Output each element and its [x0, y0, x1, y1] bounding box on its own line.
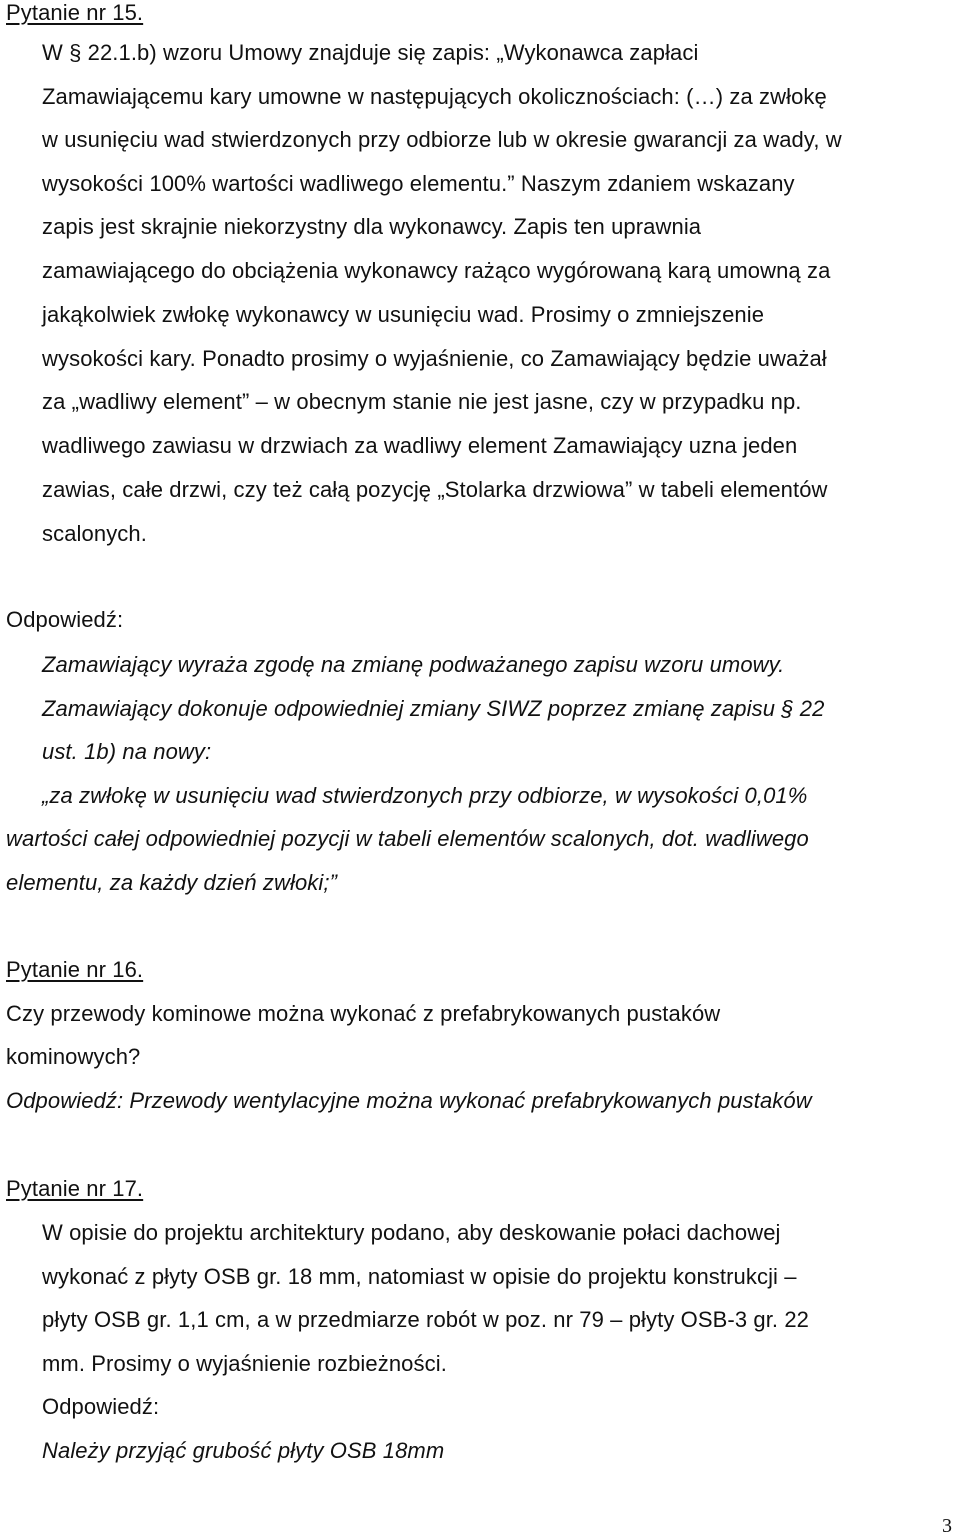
question-15-text-line: wysokości kary. Ponadto prosimy o wyjaśnienie, co Zamawiający będzie uważał	[42, 346, 827, 371]
question-15-answer-label: Odpowiedź:	[6, 607, 124, 632]
question-17-text-line: W opisie do projektu architektury podano, aby deskowanie połaci dachowej	[42, 1220, 781, 1245]
question-17-answer-label: Odpowiedź:	[42, 1394, 160, 1419]
question-15-text-line: wadliwego zawiasu w drzwiach za wadliwy element Zamawiający uzna jeden	[42, 433, 798, 458]
question-15-text-line: scalonych.	[42, 521, 147, 546]
question-16-text-line: kominowych?	[6, 1044, 141, 1069]
question-15-text-line: za „wadliwy element” – w obecnym stanie nie jest jasne, czy w przypadku np.	[42, 389, 802, 414]
new-clause-line: „za zwłokę w usunięciu wad stwierdzonych przy odbiorze, w wysokości 0,01%	[42, 783, 808, 808]
question-17-heading: Pytanie nr 17.	[6, 1176, 144, 1201]
question-17-text-line: mm. Prosimy o wyjaśnienie rozbieżności.	[42, 1351, 447, 1376]
question-15-text-line: zapis jest skrajnie niekorzystny dla wykonawcy. Zapis ten uprawnia	[42, 214, 702, 239]
new-clause-line: wartości całej odpowiedniej pozycji w tabeli elementów scalonych, dot. wadliwego	[6, 826, 809, 851]
question-15-answer-line: Zamawiający dokonuje odpowiedniej zmiany SIWZ poprzez zmianę zapisu § 22	[42, 696, 825, 721]
question-15-heading: Pytanie nr 15.	[6, 0, 144, 25]
question-17-answer: Należy przyjąć grubość płyty OSB 18mm	[42, 1438, 445, 1463]
question-17-text-line: wykonać z płyty OSB gr. 18 mm, natomiast w opisie do projektu konstrukcji –	[42, 1264, 797, 1289]
question-15-text-line: wysokości 100% wartości wadliwego elementu.” Naszym zdaniem wskazany	[42, 171, 795, 196]
question-15-answer-line: ust. 1b) na nowy:	[42, 739, 212, 764]
question-15-answer-line: Zamawiający wyraża zgodę na zmianę podważanego zapisu wzoru umowy.	[42, 652, 785, 677]
question-17-text-line: płyty OSB gr. 1,1 cm, a w przedmiarze robót w poz. nr 79 – płyty OSB-3 gr. 22	[42, 1307, 810, 1332]
question-16-text-line: Czy przewody kominowe można wykonać z prefabrykowanych pustaków	[6, 1001, 721, 1026]
question-15-text-line: zamawiającego do obciążenia wykonawcy rażąco wygórowaną karą umowną za	[42, 258, 831, 283]
question-16-answer: Odpowiedź: Przewody wentylacyjne można wykonać prefabrykowanych pustaków	[6, 1088, 812, 1113]
question-15-text-line: zawias, całe drzwi, czy też całą pozycję „Stolarka drzwiowa” w tabeli elementów	[42, 477, 828, 502]
page-number: 3	[942, 1515, 952, 1537]
question-15-text-line: jakąkolwiek zwłokę wykonawcy w usunięciu wad. Prosimy o zmniejszenie	[42, 302, 765, 327]
question-15-text-line: W § 22.1.b) wzoru Umowy znajduje się zapis: „Wykonawca zapłaci	[42, 40, 699, 65]
question-16-heading: Pytanie nr 16.	[6, 957, 144, 982]
new-clause-line: elementu, za każdy dzień zwłoki;”	[6, 870, 338, 895]
question-15-text-line: w usunięciu wad stwierdzonych przy odbiorze lub w okresie gwarancji za wady, w	[42, 127, 842, 152]
question-15-text-line: Zamawiającemu kary umowne w następujących okolicznościach: (…) za zwłokę	[42, 84, 827, 109]
